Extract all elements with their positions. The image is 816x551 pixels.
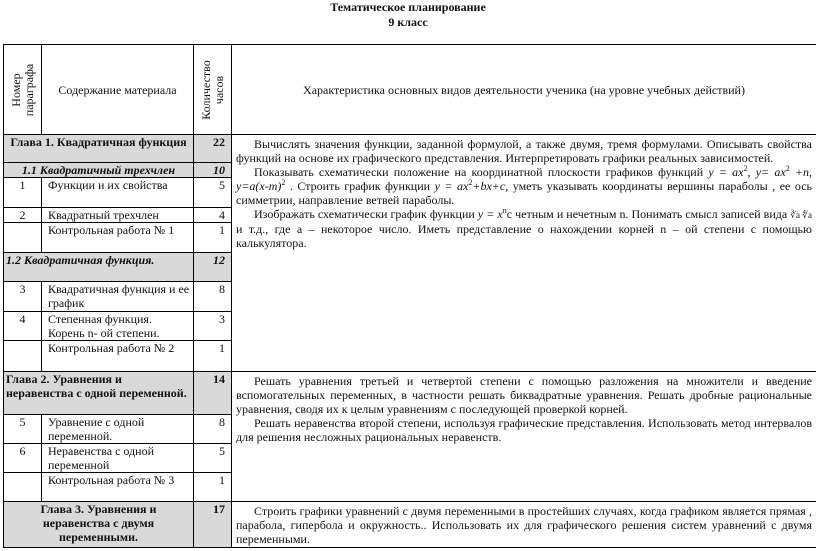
row-hours: 5 — [194, 178, 232, 208]
chapter-title: Глава 3. Уравнения и неравенства с двумя переменными. — [4, 502, 194, 548]
section-hours: 10 — [194, 163, 232, 178]
section-hours: 12 — [194, 253, 232, 282]
section-title: 1.1 Квадратичный трехчлен — [4, 163, 194, 178]
row-topic: Степенная функция. Корень n- ой степени. — [42, 312, 194, 341]
chapter-hours: 22 — [194, 135, 232, 163]
row-topic: Квадратный трехчлен — [42, 208, 194, 223]
desc-paragraph: Решать уравнения третьей и четвертой степени с помощью разложения на множители и введение вспомогательных переменных, в частности решать биквадратные уравнения. Решать дробные рациональные уравнения, сводя их к целым уравнениям с последующей проверкой корней. — [236, 374, 812, 416]
row-hours: 8 — [194, 282, 232, 312]
row-hours: 1 — [194, 223, 232, 253]
row-topic: Функции и их свойства — [42, 178, 194, 208]
col-header-num: Номер параграфа — [4, 45, 42, 135]
col-header-desc: Характеристика основных видов деятельности ученика (на уровне учебных действий) — [232, 45, 816, 135]
row-hours: 3 — [194, 312, 232, 341]
desc-paragraph: Показывать схематически положение на координатной плоскости графиков функций $y = ax^2$, $y= ax^2 +n$, $y=a(x-m)^2$ . Строить график функции $y = ax^2+bx+c$, уметь указывать координаты вершины параболы , ее ось симметрии, направление ветвей параболы. — [236, 164, 813, 207]
chapter-hours: 17 — [194, 502, 232, 548]
chapter-description — [232, 372, 816, 502]
row-topic: Контрольная работа № 2 — [42, 341, 194, 372]
row-hours: 1 — [194, 341, 232, 372]
row-hours: 4 — [194, 208, 232, 223]
row-topic: Квадратичная функция и ее график — [42, 282, 194, 312]
row-num — [4, 473, 42, 502]
row-num — [4, 341, 42, 372]
page-title: Тематическое планирование — [330, 0, 486, 14]
row-num: 5 — [4, 415, 42, 444]
row-num: 4 — [4, 312, 42, 341]
chapter-row — [4, 502, 816, 548]
row-num: 3 — [4, 282, 42, 312]
desc-paragraph: Изображать схематически график функции $y = x^nс$ четным и нечетным n. Понимать смысл записей вида ∛a ∜a и т.д., где а – некоторое число. Иметь представление о нахождении корней n – ой степени с помощью калькулятора. — [236, 206, 813, 250]
section-title: 1.2 Квадратичная функция. — [4, 253, 194, 282]
desc-paragraph: Строить графики уравнений с двумя переменными в простейших случаях, когда графиком является прямая , парабола, гипербола и окружность.. Использовать их для графического решения систем уравнений с двумя переменными. — [236, 504, 812, 546]
row-num: 2 — [4, 208, 42, 223]
row-topic: Контрольная работа № 3 — [42, 473, 194, 502]
planning-table — [3, 44, 816, 548]
row-hours: 8 — [194, 415, 232, 444]
row-num — [4, 223, 42, 253]
desc-paragraph: Вычислять значения функции, заданной формулой, а также двумя, тремя формулами. Описывать свойства функций на основе их графического представления. Интерпретировать графики реальных зависимостей. — [236, 137, 812, 165]
row-hours: 1 — [194, 473, 232, 502]
row-topic: Неравенства с одной переменной — [42, 444, 194, 473]
col-header-content: Содержание материала — [42, 45, 194, 135]
chapter-description — [232, 135, 816, 372]
table-header-row — [4, 45, 816, 135]
row-hours: 5 — [194, 444, 232, 473]
chapter-row — [4, 135, 816, 163]
col-header-qty: Количество часов — [194, 45, 232, 135]
chapter-title: Глава 1. Квадратичная функция — [4, 135, 194, 163]
row-num: 6 — [4, 444, 42, 473]
page-subtitle: 9 класс — [388, 15, 428, 29]
chapter-description — [232, 502, 816, 548]
chapter-hours: 14 — [194, 372, 232, 415]
row-num: 1 — [4, 178, 42, 208]
chapter-title: Глава 2. Уравнения и неравенства с одной переменной. — [4, 372, 194, 415]
chapter-row — [4, 372, 816, 415]
desc-paragraph: Решать неравенства второй степени, используя графические представления. Использовать метод интервалов для решения несложных рациональных неравенств. — [236, 416, 812, 444]
row-topic: Уравнение с одной переменной. — [42, 415, 194, 444]
row-topic: Контрольная работа № 1 — [42, 223, 194, 253]
